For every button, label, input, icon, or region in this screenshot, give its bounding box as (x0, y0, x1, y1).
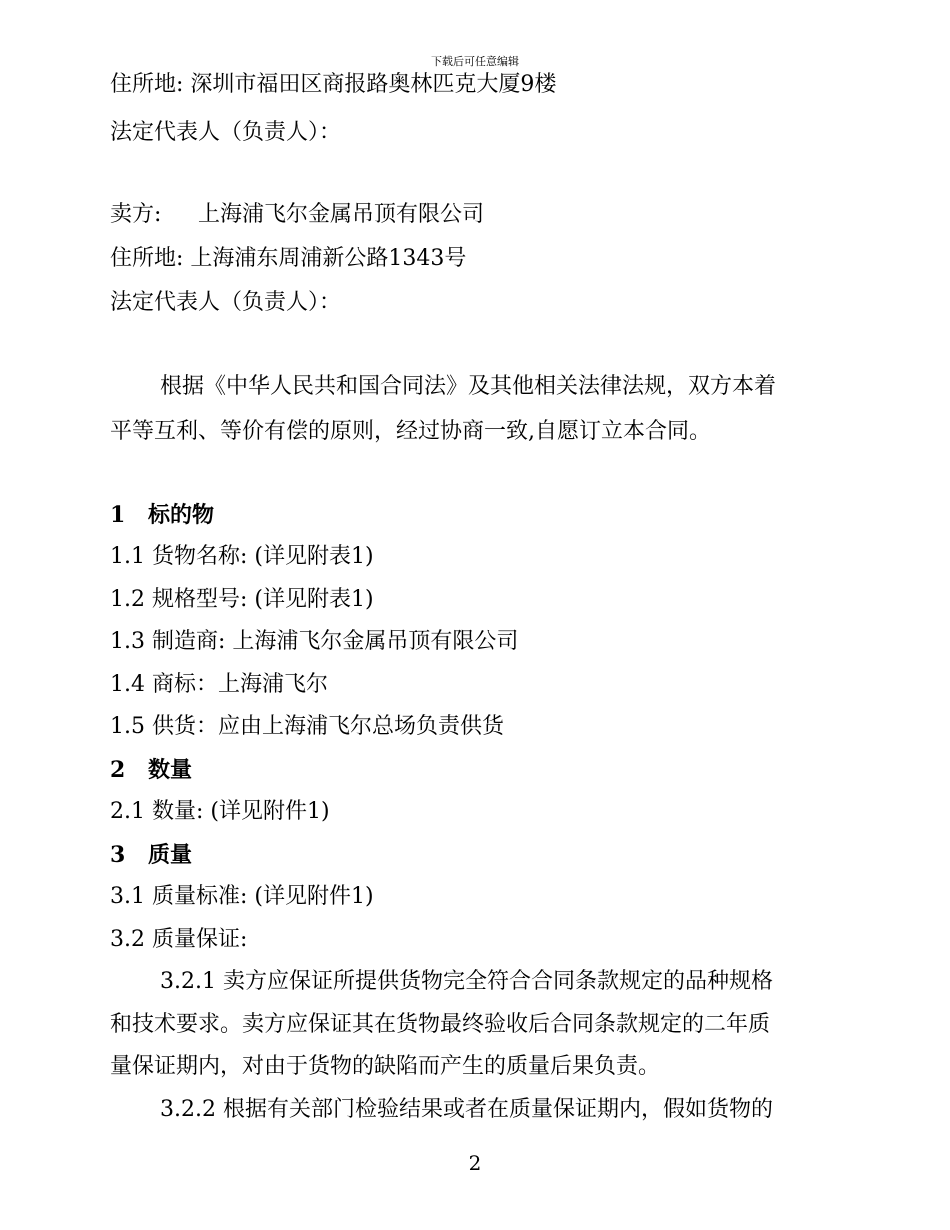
section-1-heading (110, 500, 870, 530)
page-number: 2 (468, 1151, 482, 1175)
section-1-title: 标的物 (148, 502, 215, 528)
seller-label: 卖方: (110, 202, 162, 227)
buyer-representative: 法定代表人（负责人）： (110, 120, 342, 145)
clause-3-2-2-line-1: 3.2.2 根据有关部门检验结果或者在质量保证期内，假如货物的 (160, 1097, 773, 1122)
seller-address: 住所地: 上海浦东周浦新公路1343号 (110, 246, 467, 271)
clause-1-5: 1.5 供货：应由上海浦飞尔总场负责供货 (110, 714, 504, 739)
clause-3-2-1-line-3: 量保证期内，对由于货物的缺陷而产生的质量后果负责。 (110, 1054, 661, 1079)
preamble-line-1: 根据《中华人民共和国合同法》及其他相关法律法规，双方本着 (160, 374, 777, 399)
clause-1-4: 1.4 商标：上海浦飞尔 (110, 672, 328, 697)
clause-3-2: 3.2 质量保证: (110, 927, 248, 952)
clause-1-3: 1.3 制造商: 上海浦飞尔金属吊顶有限公司 (110, 629, 519, 654)
seller-line (110, 200, 870, 230)
buyer-address: 住所地: 深圳市福田区商报路奥林匹克大厦9楼 (110, 72, 557, 97)
clause-3-2-1-line-1: 3.2.1 卖方应保证所提供货物完全符合合同条款规定的品种规格 (160, 969, 773, 994)
clause-1-2: 1.2 规格型号: (详见附表1) (110, 587, 374, 612)
seller-name: 上海浦飞尔金属吊顶有限公司 (198, 202, 485, 227)
section-2-number: 2 (110, 757, 126, 783)
clause-1-1: 1.1 货物名称: (详见附表1) (110, 544, 374, 569)
section-2-title: 数量 (148, 757, 193, 783)
clause-2-1: 2.1 数量: (详见附件1) (110, 799, 330, 824)
preamble-line-2: 平等互利、等价有偿的原则，经过协商一致,自愿订立本合同。 (110, 419, 711, 444)
clause-3-1: 3.1 质量标准: (详见附件1) (110, 884, 374, 909)
section-3-title: 质量 (148, 842, 193, 868)
section-1-number: 1 (110, 502, 126, 528)
section-3-heading (110, 840, 870, 870)
download-watermark: 下载后可任意编辑 (431, 55, 519, 68)
clause-3-2-1-line-2: 和技术要求。卖方应保证其在货物最终验收后合同条款规定的二年质 (110, 1012, 771, 1037)
section-3-number: 3 (110, 842, 126, 868)
seller-representative: 法定代表人（负责人）： (110, 290, 342, 315)
section-2-heading (110, 755, 870, 785)
